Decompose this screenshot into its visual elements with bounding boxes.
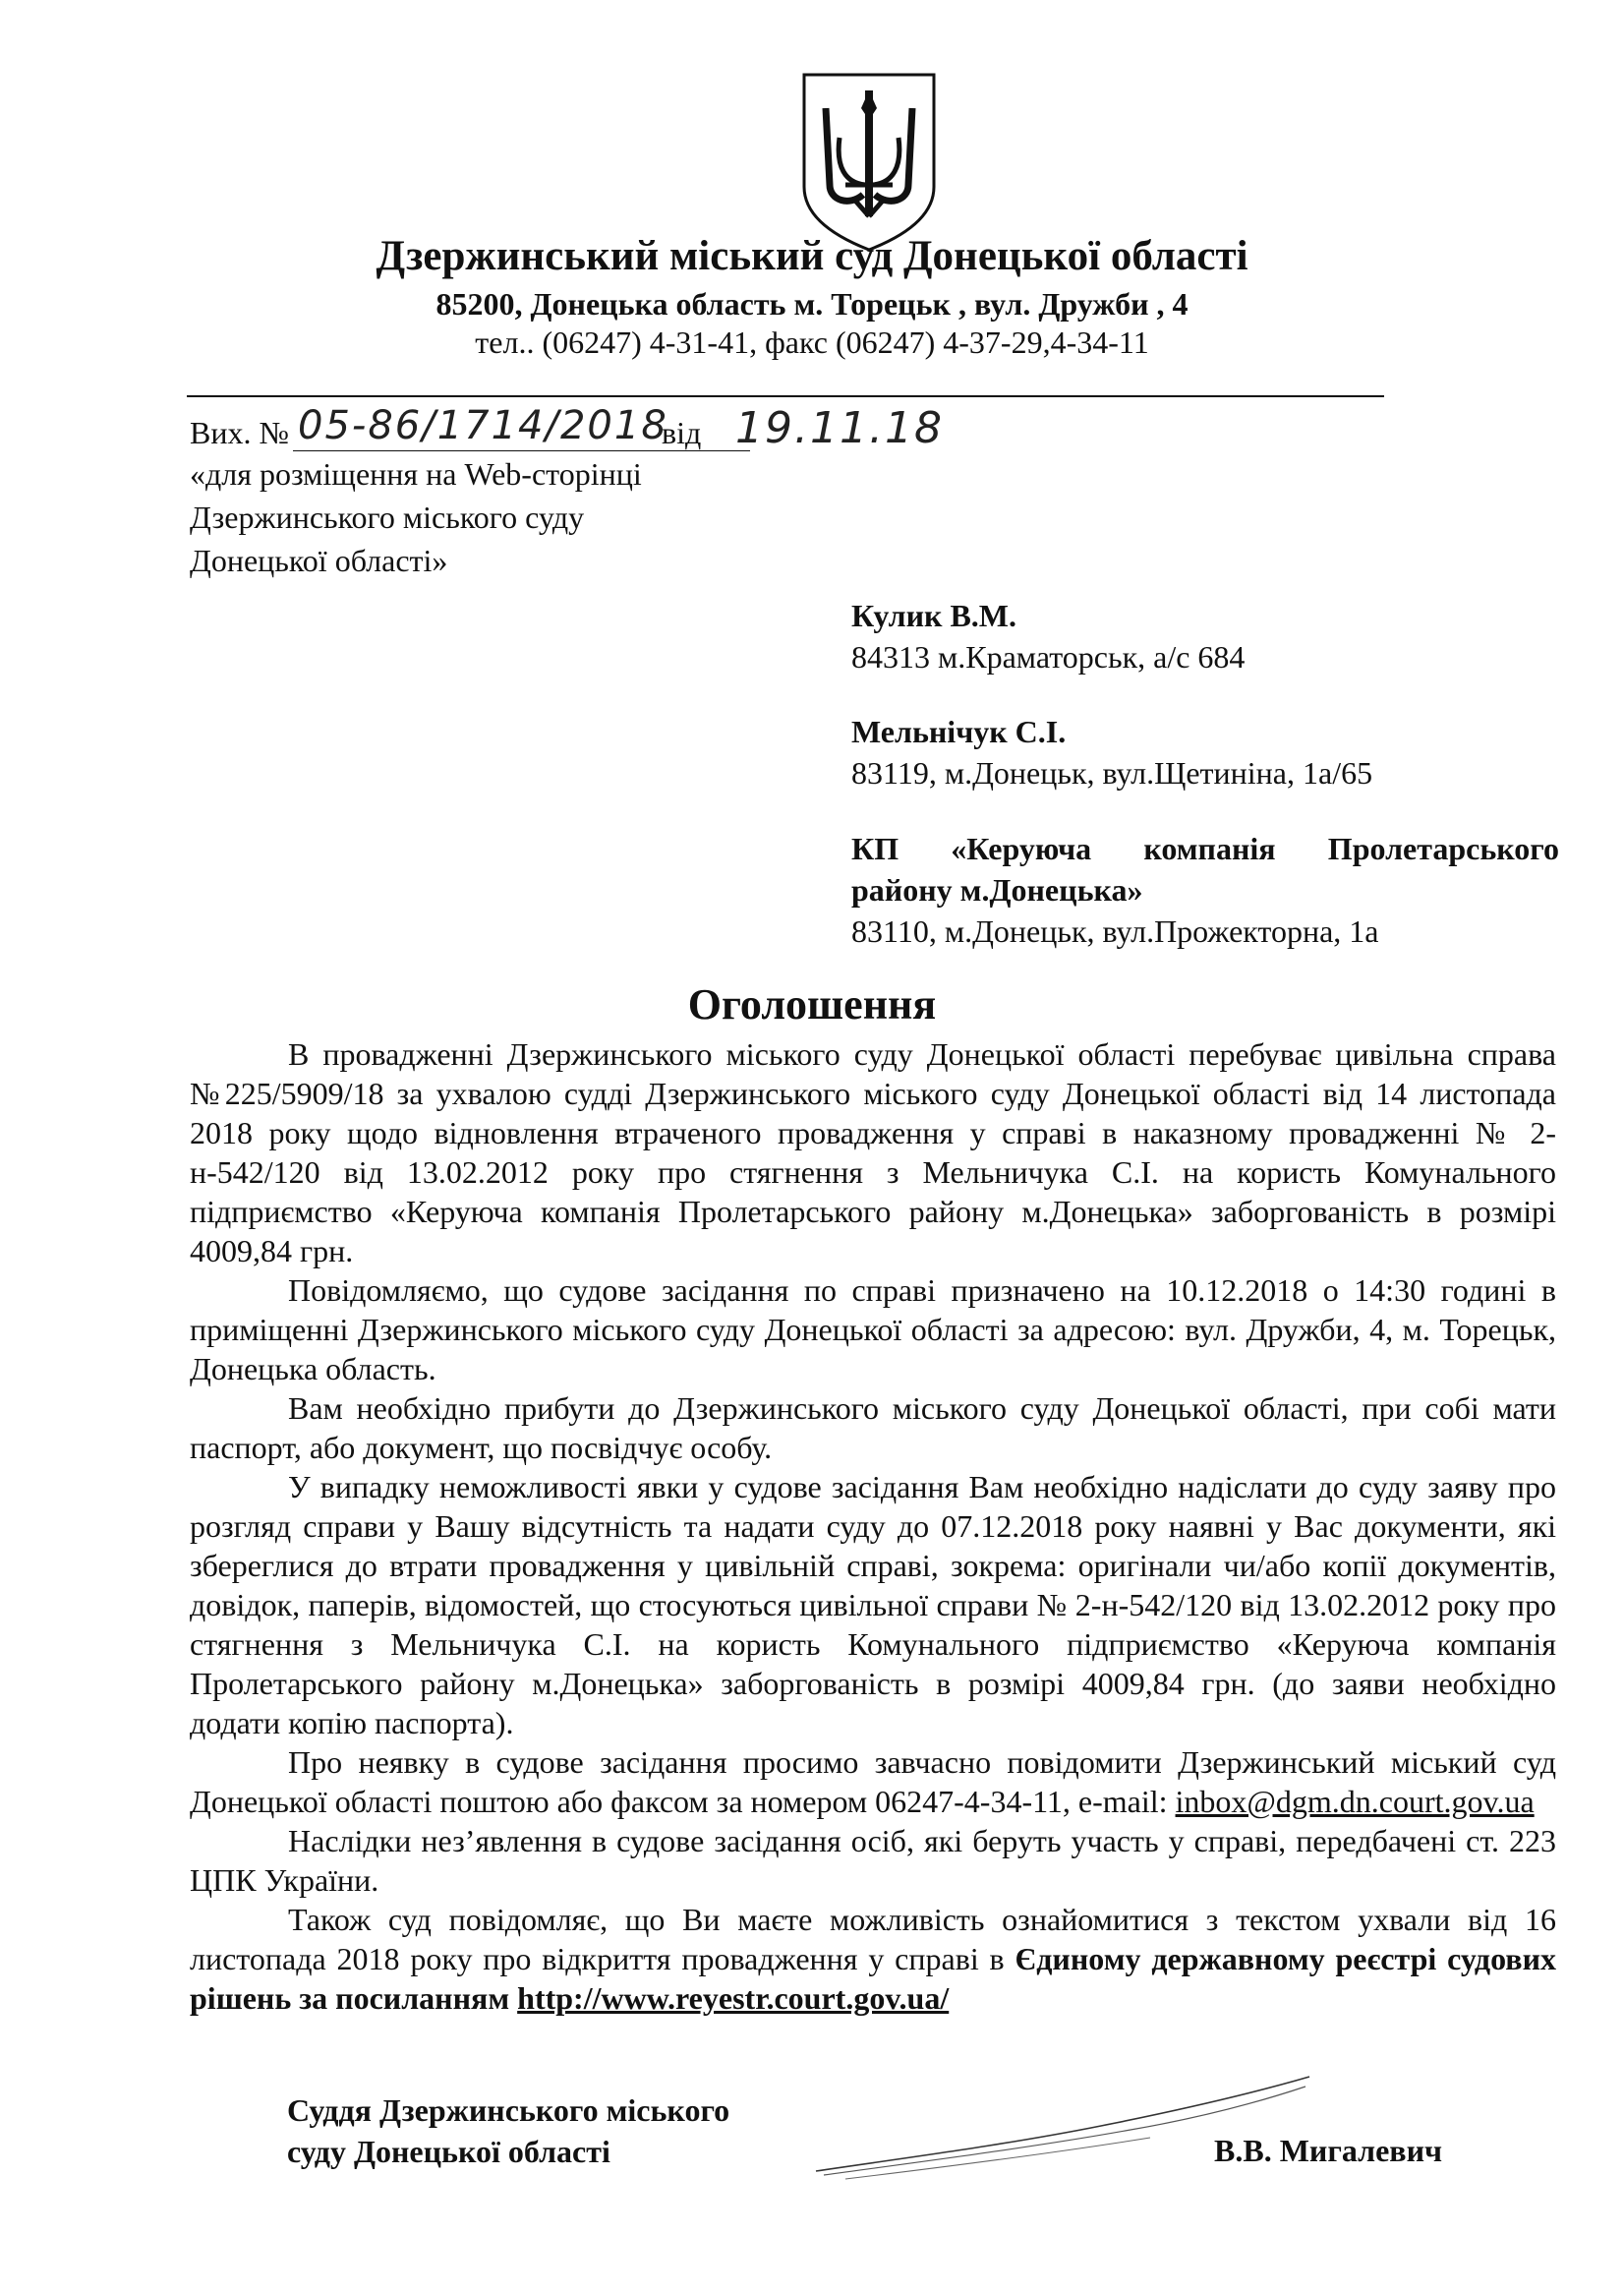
- outgoing-date-handwritten: 19.11.18: [735, 403, 944, 453]
- recipient-name: КП «Керуюча компанія Пролетарського: [851, 831, 1559, 866]
- recipient-address: 84313 м.Краматорськ, а/с 684: [851, 639, 1246, 675]
- court-name: Дзержинський міський суд Донецької області: [376, 233, 1248, 279]
- announcement-body: [190, 1034, 1556, 2018]
- recipient-block: [851, 595, 1245, 677]
- recipient-address: 83110, м.Донецьк, вул.Прожекторна, 1а: [851, 913, 1379, 949]
- web-note-line: Дзержинського міського суду: [190, 500, 585, 535]
- web-note-line: «для розміщення на Web-сторінці: [190, 456, 642, 492]
- outgoing-from-label: від: [662, 415, 702, 450]
- body-paragraph: У випадку неможливості явки у судове засідання Вам необхідно надіслати до суду заяву про розгляд справи у Вашу відсутність та надати суду до 07.12.2018 року наявні у Вас документи, які збереглися до втрати провадження у цивільній справі, зокрема: оригінали чи/або копії документів, довідок, паперів, відомостей, що стосуються цивільної справи № 2-н-542/120 від 13.02.2012 року про стягнення з Мельничука С.І. на користь Комунального підприємство «Керуюча компанія Пролетарського району м.Донецька» заборгованість в розмірі 4009,84 грн. (до заяви необхідно додати копію паспорта).: [190, 1469, 1556, 1740]
- recipient-block: [851, 828, 1559, 952]
- body-paragraph-text: Про неявку в судове засідання просимо завчасно повідомити Дзержинський міський суд Донецької області поштою або факсом за номером 06247-4-34-11, e-mail:: [190, 1744, 1556, 1819]
- coat-of-arms-emblem: [796, 69, 942, 256]
- judge-name: В.В. Мигалевич: [1214, 2133, 1443, 2168]
- web-note: [190, 452, 642, 582]
- recipient-name: Кулик В.М.: [851, 598, 1016, 633]
- recipient-name: району м.Донецька»: [851, 872, 1143, 908]
- judge-position-line: Суддя Дзержинського міського: [287, 2092, 730, 2128]
- judge-position: [287, 2089, 729, 2172]
- header-divider: [187, 395, 1384, 397]
- body-paragraph: [190, 1742, 1556, 1821]
- recipient-block: [851, 711, 1372, 794]
- web-note-line: Донецької області»: [190, 543, 448, 578]
- recipient-name: Мельнічук С.І.: [851, 714, 1067, 749]
- judge-position-line: суду Донецької області: [287, 2134, 610, 2169]
- body-paragraph: [190, 1900, 1556, 2018]
- outgoing-label: Вих. №: [190, 415, 289, 450]
- email-link[interactable]: inbox@dgm.dn.court.gov.ua: [1175, 1784, 1535, 1819]
- court-address: 85200, Донецька область м. Торецьк , вул. Дружби , 4: [435, 286, 1189, 322]
- body-paragraph: В провадженні Дзержинського міського суду Донецької області перебуває цивільна справа №225/5909/18 за ухвалою судді Дзержинського міського суду Донецької області від 14 листопада 2018 року щодо відновлення втраченого провадження у справі в наказному провадженні № 2-н-542/120 від 13.02.2012 року про стягнення з Мельничука С.І. на користь Комунального підприємство «Керуюча компанія Пролетарського району м.Донецька» заборгованість в розмірі 4009,84 грн.: [190, 1036, 1556, 1268]
- announcement-title: Оголошення: [687, 980, 937, 1029]
- registry-link[interactable]: http://www.reyestr.court.gov.ua/: [517, 1980, 950, 2016]
- body-paragraph-text: Також суд повідомляє, що Ви маєте можливість ознайомитися з текстом ухвали від 16 листопада 2018 року про відкриття провадження у справі в: [190, 1902, 1556, 1976]
- body-paragraph: Повідомляємо, що судове засідання по справі призначено на 10.12.2018 о 14:30 годині в приміщенні Дзержинського міського суду Донецької області за адресою: вул. Дружби, 4, м. Торецьк, Донецька область.: [190, 1272, 1556, 1386]
- outgoing-number-line: [190, 403, 1173, 456]
- body-paragraph: Вам необхідно прибути до Дзержинського міського суду Донецької області, при собі мати паспорт, або документ, що посвідчує особу.: [190, 1390, 1556, 1465]
- outgoing-number-handwritten: 05-86/1714/2018: [298, 403, 668, 448]
- body-paragraph: Наслідки нез’явлення в судове засідання осіб, які беруть участь у справі, передбачені ст. 223 ЦПК України.: [190, 1823, 1556, 1898]
- registry-reference: Єдиному державному реєстрі судових рішень за посиланням: [190, 1941, 1557, 2016]
- recipient-address: 83119, м.Донецьк, вул.Щетиніна, 1а/65: [851, 755, 1373, 791]
- court-contacts: тел.. (06247) 4-31-41, факс (06247) 4-37-29,4-34-11: [475, 324, 1149, 360]
